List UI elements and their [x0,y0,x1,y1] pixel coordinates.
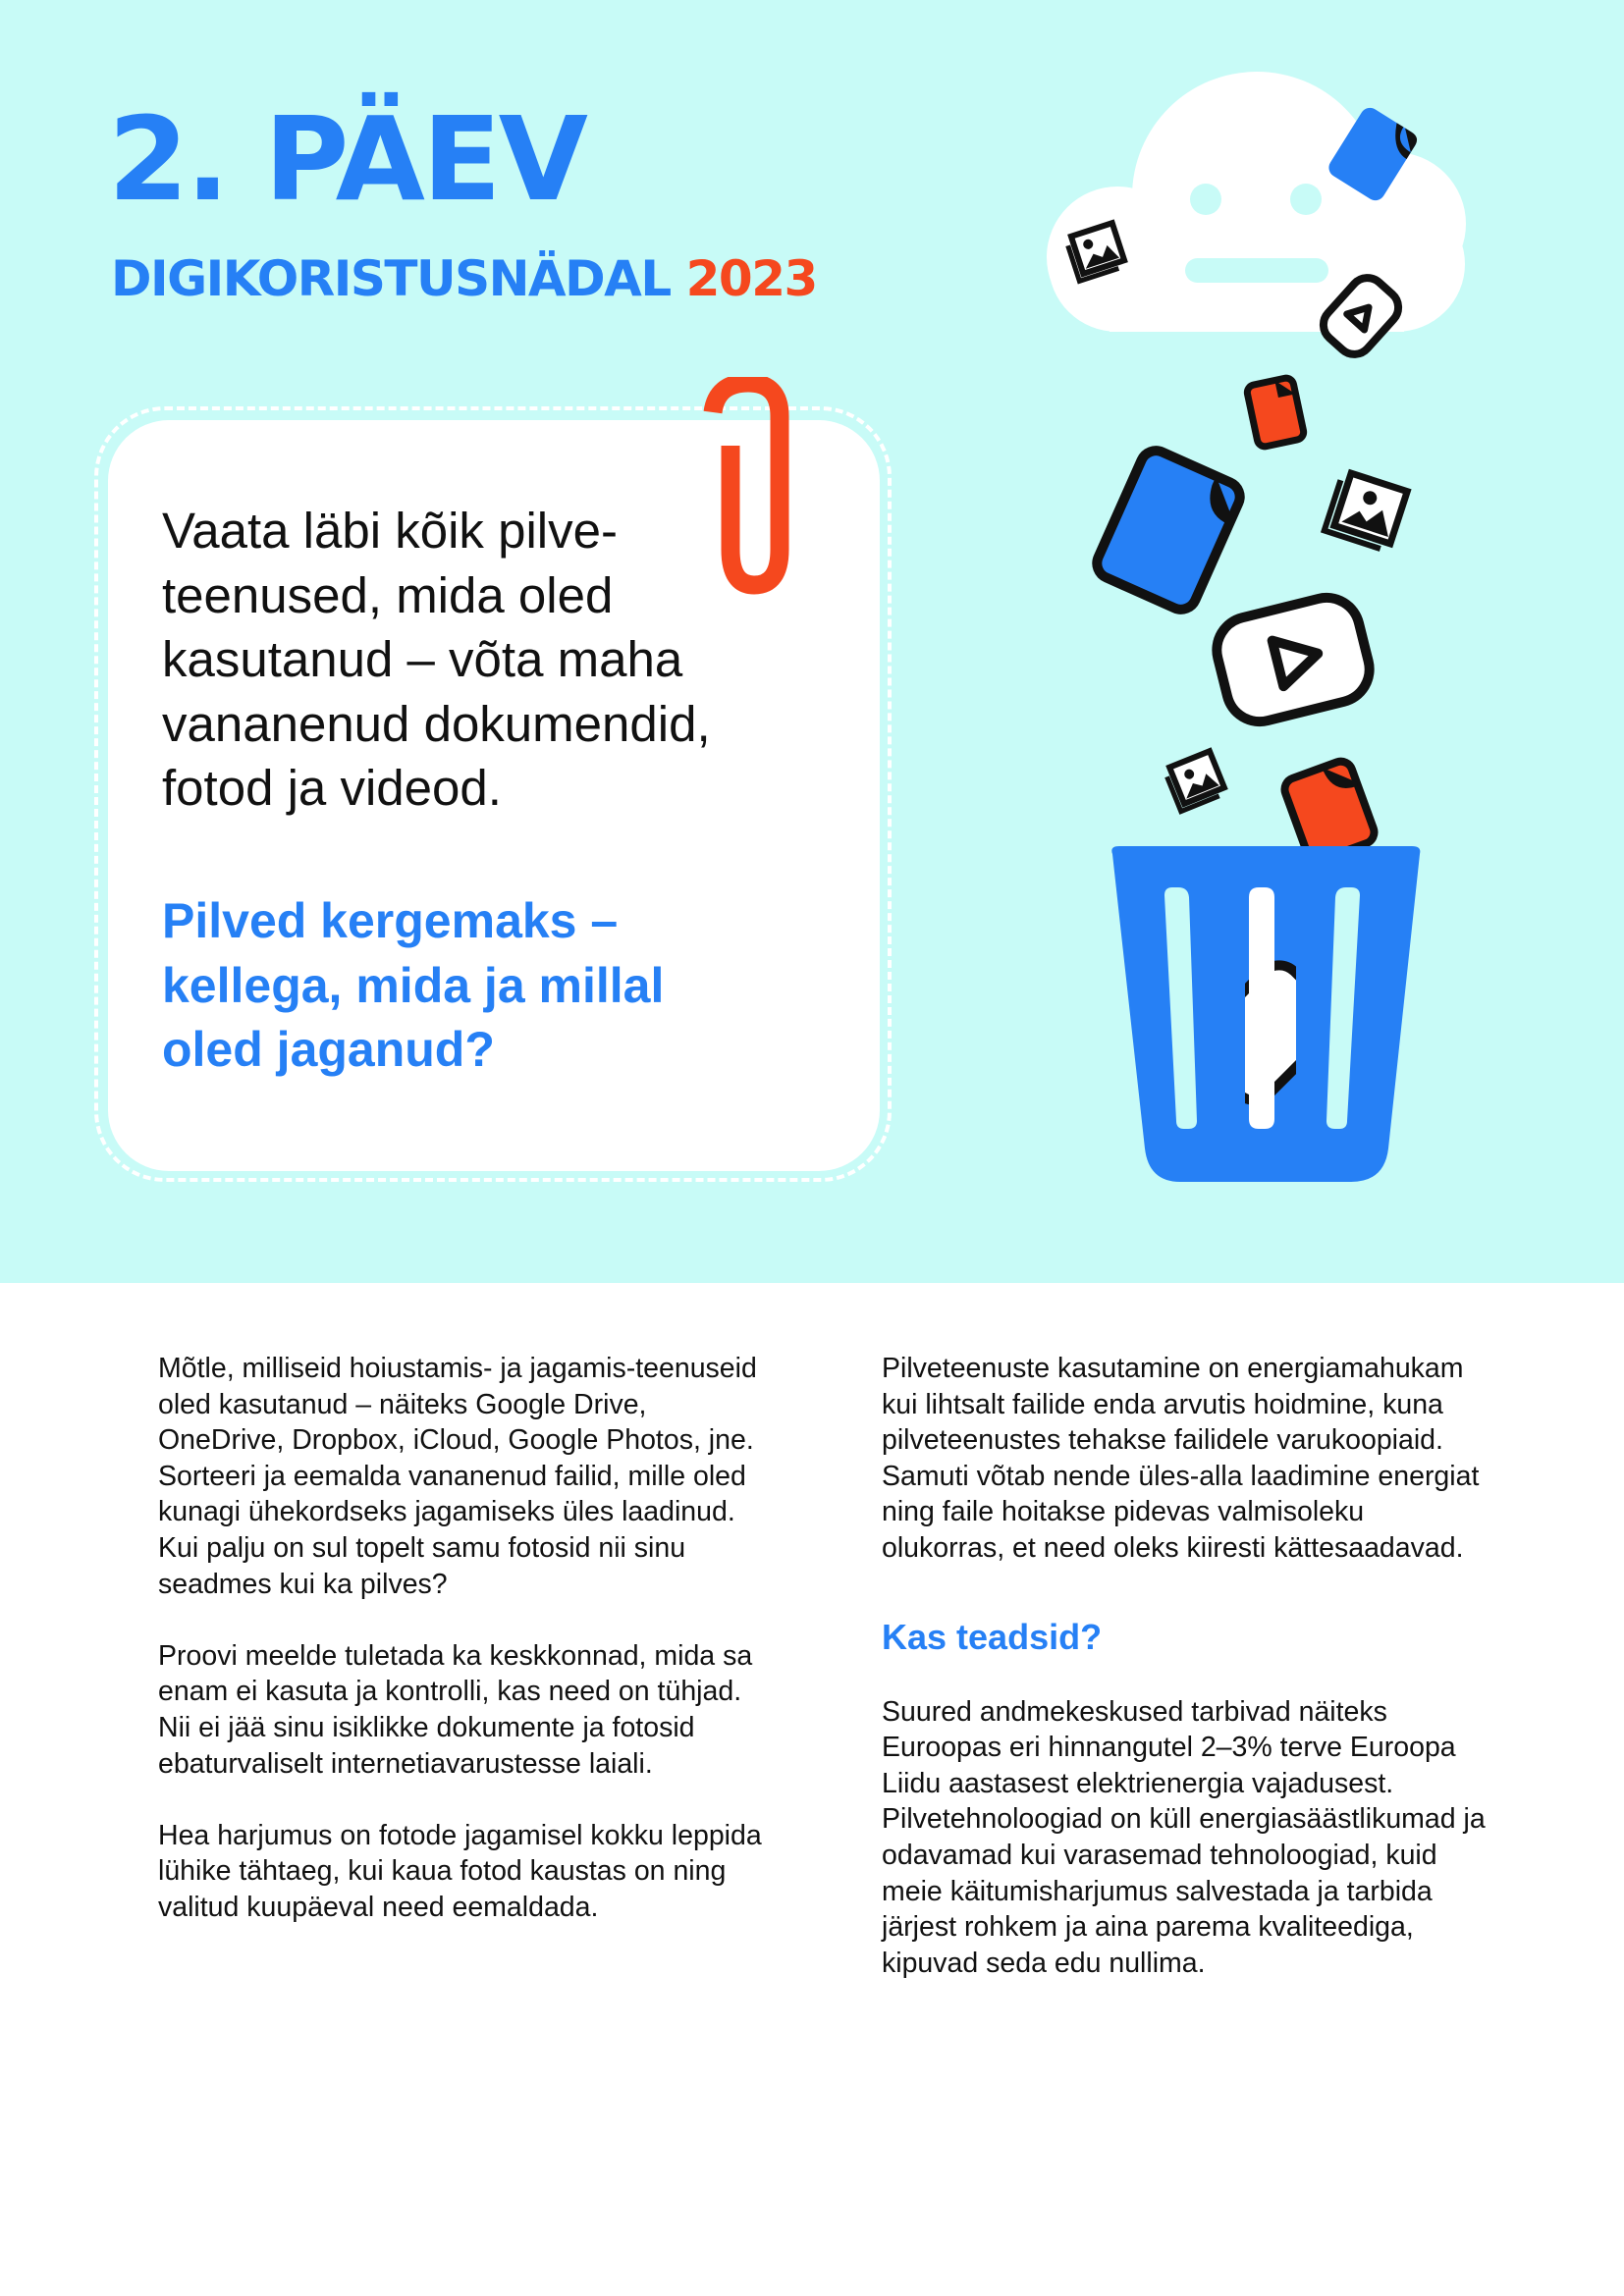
document-icon [1246,377,1305,449]
right-text-column [882,1351,1490,2017]
paragraph: Pilveteenuste kasutamine on energiamahukam kui lihtsalt failide enda arvutis hoidmine, kuna pilveteenustes tehakse failidele varukoopiaid. Samuti võtab nende üles-alla laadimine energiat ning faile hoitakse pidevas valmisoleku olukorras, et need oleks kiiresti kättesaadavad. [882,1353,1480,1564]
campaign-year: 2023 [685,250,817,307]
campaign-subtitle [111,247,817,310]
paragraph: Proovi meelde tuletada ka keskkonnad, mida sa enam ei kasuta ja kontrolli, kas need on tühjad. Nii ei jää sinu isiklikke dokumente ja fotosid ebaturvaliselt internetiavarustesse laiali. [158,1639,753,1780]
page-title: 2. PÄEV [108,91,585,227]
cloud-icon [1047,72,1466,332]
trash-bin-icon [1111,846,1420,1182]
task-text: Vaata läbi kõik pilve-teenused, mida oled kasutanud – võta maha vananenud dokumendid, fotod ja videod. [162,503,711,816]
left-text-column [158,1351,767,1961]
photo-icon [1164,751,1227,811]
paragraph: Hea harjumus on fotode jagamisel kokku leppida lühike tähtaeg, kui kaua fotod kaustas on ning valitud kuupäeval need eemaldada. [158,1819,762,1923]
did-you-know-heading: Kas teadsid? [882,1616,1103,1657]
video-play-icon [1210,591,1377,729]
document-icon [1092,446,1245,614]
paperclip-icon [703,377,801,595]
photo-icon [1325,471,1407,552]
task-question: Pilved kergemaks – kellega, mida ja millal oled jaganud? [162,893,665,1077]
fact-paragraph: Suured andmekeskused tarbivad näiteks Euroopas eri hinnangutel 2–3% terve Euroopa Liidu aastasest elektrienergia vajadusest. Pilvetehnoloogiad on küll energiasäästlikumad ja odavamad kui varasemad tehnoloogiad, kuid meie käitumisharjumus salvestada ja tarbida järjest rohkem ja aina parema kvaliteediga, kipuvad seda edu nullima. [882,1695,1486,1979]
paragraph: Mõtle, milliseid hoiustamis- ja jagamis-teenuseid oled kasutanud – näiteks Google Drive, OneDrive, Dropbox, iCloud, Google Photos, jne. Sorteeri ja eemalda vananenud failid, mille oled kunagi ühekordseks jagamiseks üles laadinud. Kui palju on sul topelt samu fotosid nii sinu seadmes kui ka pilves? [158,1353,757,1600]
cloud-cleanup-illustration [1021,49,1492,1207]
campaign-name: DIGIKORISTUSNÄDAL [111,250,671,307]
